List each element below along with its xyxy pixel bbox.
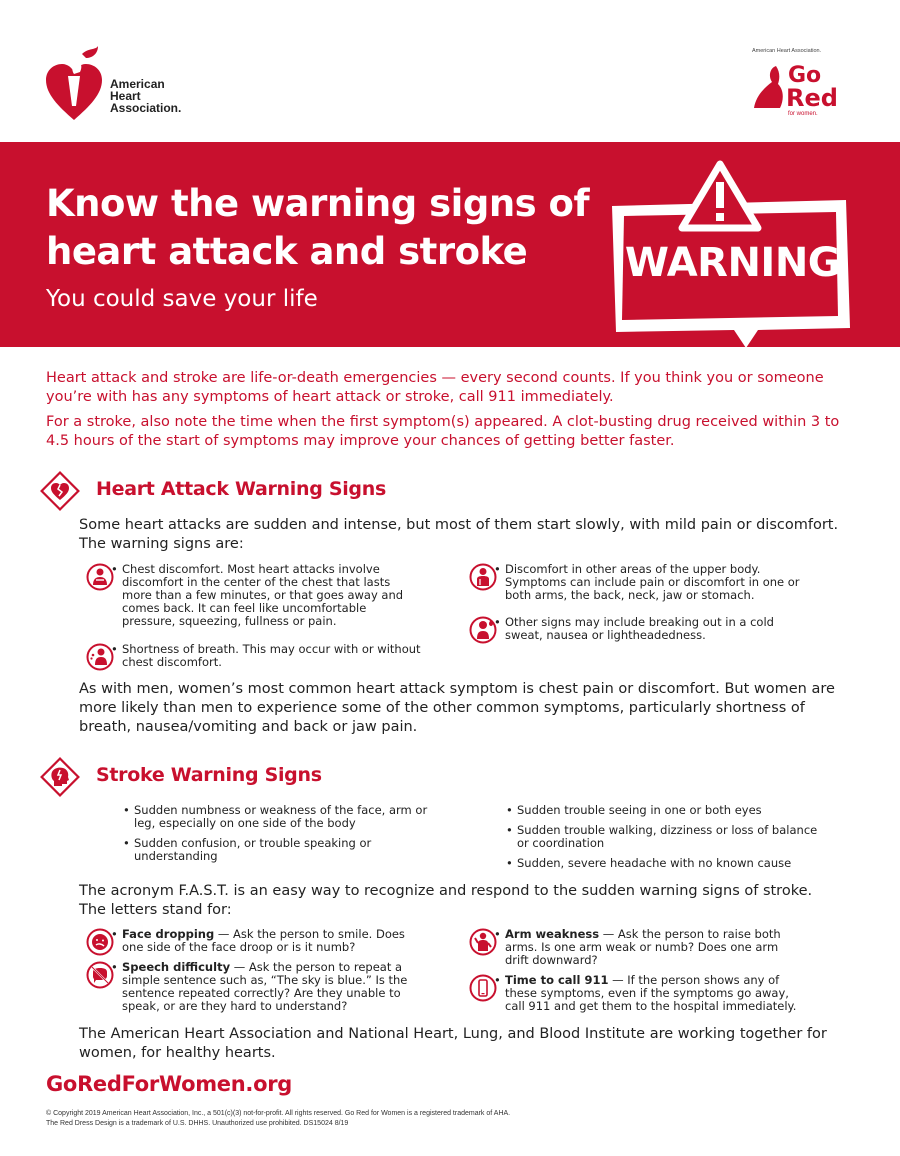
sign-text: • Other signs may include breaking out in a cold sweat, nausea or lightheadedness. xyxy=(505,616,805,642)
stroke-sign: • Sudden trouble walking, dizziness or loss of balance or coordination xyxy=(517,824,827,850)
page-title-line: heart attack and stroke xyxy=(46,230,528,273)
hero-banner xyxy=(0,142,900,347)
svg-text:Go: Go xyxy=(788,63,822,88)
aha-wordmark-line: Association. xyxy=(110,101,182,115)
aha-wordmark-line: Heart xyxy=(110,89,141,103)
fast-term: Arm weakness xyxy=(505,927,600,941)
go-red-tagline: for women. xyxy=(788,111,818,117)
go-red-logo xyxy=(748,48,858,128)
fast-intro: The acronym F.A.S.T. is an easy way to recognize and respond to the sudden warning signs of stroke. The letters stand for: xyxy=(79,883,813,918)
stroke-sign: • Sudden numbness or weakness of the face, arm or leg, especially on one side of the body xyxy=(134,804,434,830)
fast-text xyxy=(122,928,422,954)
website-link[interactable]: GoRedForWomen.org xyxy=(46,1072,292,1096)
fast-text xyxy=(122,961,422,1013)
heart-attack-intro: Some heart attacks are sudden and intense, but most of them start slowly, with mild pain or discomfort. The warning signs are: xyxy=(79,517,839,552)
stroke-sign: • Sudden trouble seeing in one or both eyes xyxy=(517,804,827,817)
fast-description: — If the person shows any of these symptoms, even if the symptoms go away, call 911 and get them to the hospital immediately. xyxy=(505,973,797,1013)
fast-description: — Ask the person to smile. Does one side of the face droop or is it numb? xyxy=(122,927,405,954)
upper-body-pain-icon xyxy=(469,563,497,591)
fast-term: Face dropping xyxy=(122,927,215,941)
go-red-aha-label: American Heart Association. xyxy=(752,48,822,54)
stroke-sign: • Sudden, severe headache with no known cause xyxy=(517,857,827,870)
chest-pain-icon xyxy=(86,563,114,591)
sign-text: • Discomfort in other areas of the upper body. Symptoms can include pain or discomfort in one or both arms, the back, neck, jaw or stomach. xyxy=(505,563,805,602)
shortness-of-breath-icon xyxy=(86,643,114,671)
fast-text xyxy=(505,928,805,967)
intro-paragraph: Heart attack and stroke are life-or-death emergencies — every second counts. If you think you or someone you’re with has any symptoms of heart attack or stroke, call 911 immediately. xyxy=(46,370,824,405)
aha-wordmark-line: American xyxy=(110,77,165,91)
phone-icon xyxy=(469,974,497,1002)
fast-description: — Ask the person to raise both arms. Is one arm weak or numb? Does one arm drift downward? xyxy=(505,927,781,967)
sign-text: • Chest discomfort. Most heart attacks involve discomfort in the center of the chest that lasts more than a few minutes, or that goes away and comes back. It can feel like uncomfortable pressure, squeezing, fullness or pain. xyxy=(122,563,422,628)
stroke-sign: • Sudden confusion, or trouble speaking or understanding xyxy=(134,837,434,863)
page-title xyxy=(46,180,606,276)
page-title-line: Know the warning signs of xyxy=(46,182,590,225)
svg-text:Red: Red xyxy=(786,84,838,112)
aha-logo xyxy=(44,44,184,124)
intro-paragraph: For a stroke, also note the time when the first symptom(s) appeared. A clot-busting drug received within 3 to 4.5 hours of the start of symptoms may improve your chances of getting better faster. xyxy=(46,414,840,449)
broken-heart-icon xyxy=(40,471,80,511)
aha-heart-torch-icon xyxy=(44,44,104,124)
women-symptoms-note: As with men, women’s most common heart attack symptom is chest pain or discomfort. But women are more likely than men to experience some of the other common symptoms, particularly shortness of breath, nausea/vomiting and back or jaw pain. xyxy=(79,681,835,735)
section-title: Stroke Warning Signs xyxy=(96,764,322,786)
sign-text: • Shortness of breath. This may occur with or without chest discomfort. xyxy=(122,643,422,669)
fast-text xyxy=(505,974,805,1013)
aha-wordmark xyxy=(110,78,181,114)
section-title: Heart Attack Warning Signs xyxy=(96,478,386,500)
copyright-line: The Red Dress Design is a trademark of U.S. DHHS. Unauthorized use prohibited. DS15024 8/19 xyxy=(46,1120,349,1127)
warning-sign-graphic xyxy=(598,158,858,363)
fast-term: Time to call 911 xyxy=(505,973,609,987)
warning-label: WARNING xyxy=(624,240,841,286)
copyright-line: © Copyright 2019 American Heart Association, Inc., a 501(c)(3) not-for-profit. All rights reserved. Go Red for Women is a registered trademark of AHA. xyxy=(46,1110,511,1117)
speech-difficulty-icon xyxy=(86,961,114,989)
page-header xyxy=(0,0,900,142)
arm-weakness-icon xyxy=(469,928,497,956)
page-subtitle: You could save your life xyxy=(46,286,318,312)
stroke-head-icon xyxy=(40,757,80,797)
face-drooping-icon xyxy=(86,928,114,956)
cold-sweat-icon xyxy=(469,616,497,644)
fast-description: — Ask the person to repeat a simple sentence such as, “The sky is blue.” Is the sentence repeated correctly? Are they unable to speak, or are they hard to understand? xyxy=(122,960,408,1013)
fast-term: Speech difficulty xyxy=(122,960,231,974)
closing-paragraph: The American Heart Association and National Heart, Lung, and Blood Institute are working together for women, for healthy hearts. xyxy=(79,1026,827,1061)
go-red-dress-icon xyxy=(750,58,842,112)
